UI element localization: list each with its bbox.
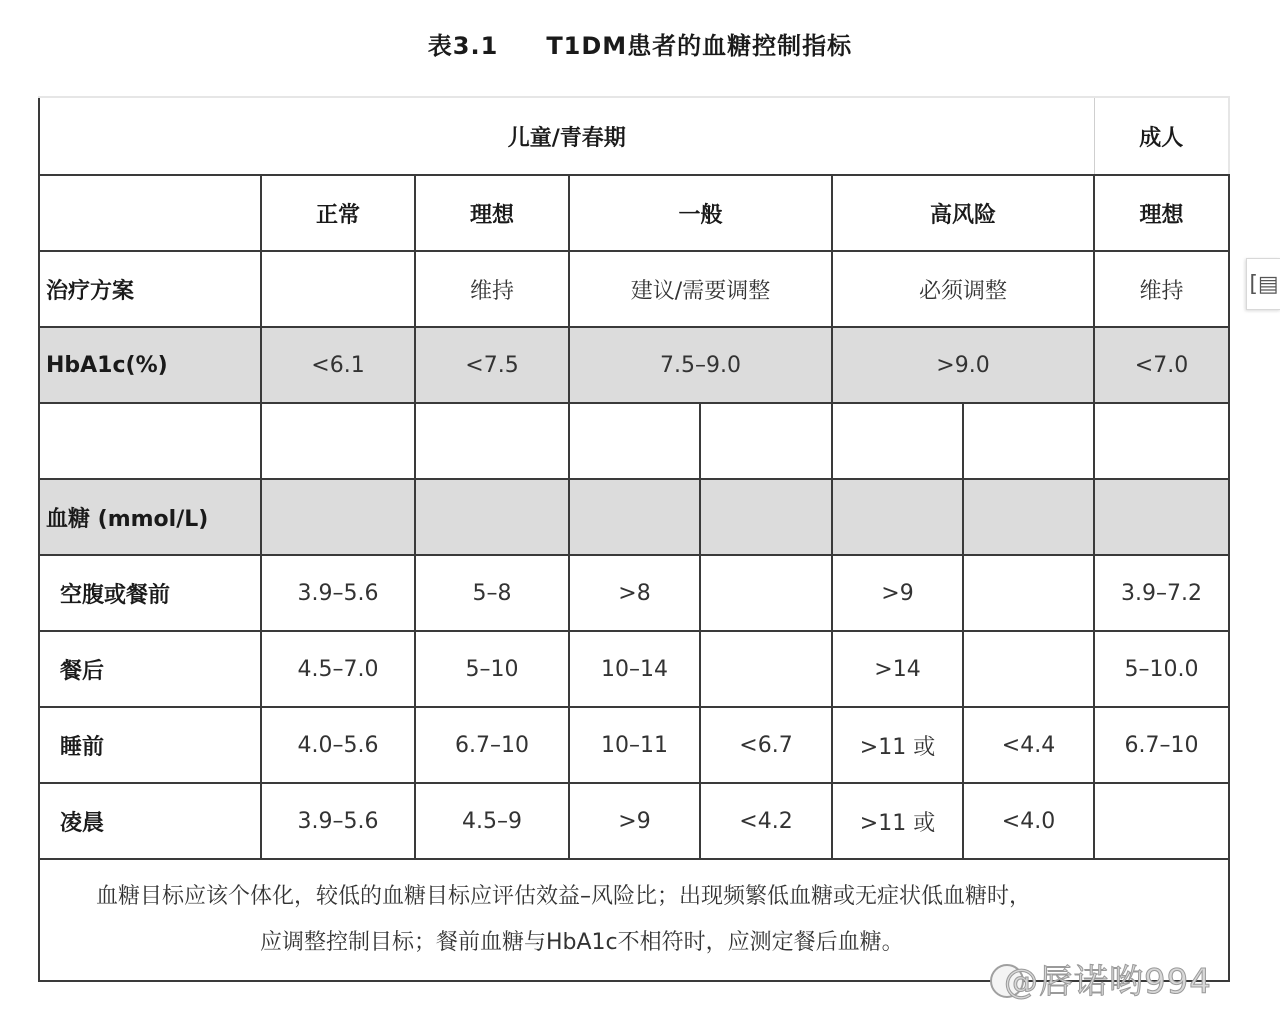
table-cell: <4.2 <box>700 783 832 859</box>
hba1c-cell: <6.1 <box>261 327 415 403</box>
blank-cell <box>1094 479 1229 555</box>
blank-cell <box>700 403 832 479</box>
glucose-row-postprandial <box>39 631 1229 707</box>
table-cell: 3.9–5.6 <box>261 555 415 631</box>
table-cell: >8 <box>569 555 700 631</box>
table-cell: 3.9–5.6 <box>261 783 415 859</box>
glucose-row-bedtime <box>39 707 1229 783</box>
table-number: 表3.1 <box>427 32 499 60</box>
table-cell <box>700 555 832 631</box>
blank-cell <box>832 403 963 479</box>
table-cell: 4.0–5.6 <box>261 707 415 783</box>
glucose-row-fasting <box>39 555 1229 631</box>
blank-cell <box>261 403 415 479</box>
table-cell: >9 <box>832 555 963 631</box>
blank-cell <box>261 479 415 555</box>
table-cell: <6.7 <box>700 707 832 783</box>
table-cell: >11 或 <box>832 707 963 783</box>
hba1c-row <box>39 327 1229 403</box>
hba1c-cell: 7.5–9.0 <box>569 327 832 403</box>
hba1c-cell: <7.5 <box>415 327 569 403</box>
table-cell: 4.5–7.0 <box>261 631 415 707</box>
table-cell: 10–11 <box>569 707 700 783</box>
row-label: 餐后 <box>39 631 261 707</box>
table-title <box>0 26 1280 61</box>
hba1c-cell: <7.0 <box>1094 327 1229 403</box>
note-line-1: 血糖目标应该个体化，较低的血糖目标应评估效益–风险比；出现频繁低血糖或无症状低血糖时， <box>96 884 1032 909</box>
glucose-header-row <box>39 479 1229 555</box>
table-cell: 6.7–10 <box>415 707 569 783</box>
table-cell <box>700 631 832 707</box>
blank-cell <box>700 479 832 555</box>
subheader-adult-ideal: 理想 <box>1094 175 1229 251</box>
table-cell: 6.7–10 <box>1094 707 1229 783</box>
header-adult-group: 成人 <box>1094 97 1229 175</box>
table-cell: >11 或 <box>832 783 963 859</box>
side-panel-icon[interactable]: [▤ <box>1246 258 1280 310</box>
table-cell <box>963 631 1094 707</box>
header-child-group: 儿童/青春期 <box>39 97 1094 175</box>
glucose-label: 血糖 (mmol/L) <box>39 479 261 555</box>
treatment-label: 治疗方案 <box>39 251 261 327</box>
blank-cell <box>832 479 963 555</box>
row-label: 睡前 <box>39 707 261 783</box>
table-cell: 5–10 <box>415 631 569 707</box>
treatment-cell <box>261 251 415 327</box>
subheader-general: 一般 <box>569 175 832 251</box>
table-title-text: T1DM患者的血糖控制指标 <box>546 32 853 60</box>
blank-cell <box>963 479 1094 555</box>
blank-cell <box>1094 403 1229 479</box>
subheader-normal: 正常 <box>261 175 415 251</box>
blank-cell <box>415 403 569 479</box>
header-row <box>39 97 1229 175</box>
treatment-row <box>39 251 1229 327</box>
blank-cell <box>569 403 700 479</box>
blank-cell <box>415 479 569 555</box>
blank-cell <box>569 479 700 555</box>
row-label: 空腹或餐前 <box>39 555 261 631</box>
hba1c-label: HbA1c(%) <box>39 327 261 403</box>
subheader-blank <box>39 175 261 251</box>
table-cell: 5–10.0 <box>1094 631 1229 707</box>
table-cell <box>1094 783 1229 859</box>
table-cell: <4.0 <box>963 783 1094 859</box>
table-cell: <4.4 <box>963 707 1094 783</box>
glucose-row-early-morning <box>39 783 1229 859</box>
treatment-cell: 维持 <box>415 251 569 327</box>
row-label: 凌晨 <box>39 783 261 859</box>
treatment-cell: 建议/需要调整 <box>569 251 832 327</box>
table-cell: >14 <box>832 631 963 707</box>
hba1c-cell: >9.0 <box>832 327 1094 403</box>
table-cell: 10–14 <box>569 631 700 707</box>
subheader-row <box>39 175 1229 251</box>
table-cell: 5–8 <box>415 555 569 631</box>
treatment-cell: 维持 <box>1094 251 1229 327</box>
note-line-2: 应调整控制目标；餐前血糖与HbA1c不相符时，应测定餐后血糖。 <box>260 930 904 955</box>
subheader-ideal: 理想 <box>415 175 569 251</box>
subheader-high-risk: 高风险 <box>832 175 1094 251</box>
blank-cell <box>963 403 1094 479</box>
table-cell: >9 <box>569 783 700 859</box>
blank-row <box>39 403 1229 479</box>
glucose-target-table <box>38 96 1228 982</box>
table-cell <box>963 555 1094 631</box>
blank-cell <box>39 403 261 479</box>
table-cell: 3.9–7.2 <box>1094 555 1229 631</box>
table-cell: 4.5–9 <box>415 783 569 859</box>
watermark: @唇诺哟994 <box>1004 962 1212 1002</box>
treatment-cell: 必须调整 <box>832 251 1094 327</box>
